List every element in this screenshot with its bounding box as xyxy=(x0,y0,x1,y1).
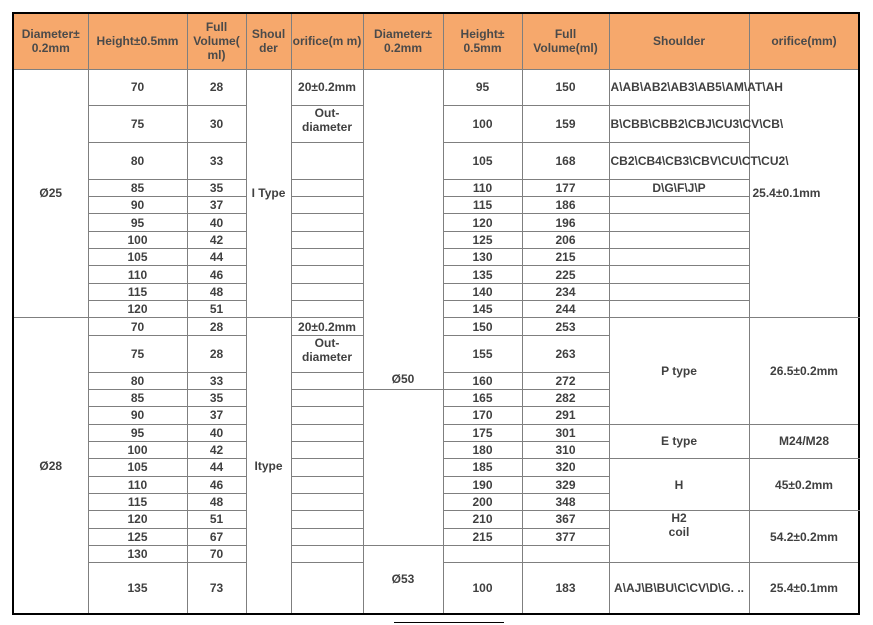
volume-cell-right: 348 xyxy=(522,493,609,510)
volume-cell: 44 xyxy=(187,249,246,266)
shoulder-h2-label: H2 xyxy=(671,511,687,526)
height-cell-right: 165 xyxy=(443,389,522,406)
volume-cell: 70 xyxy=(187,545,246,562)
height-cell: 75 xyxy=(88,106,187,143)
orifice-cell xyxy=(291,424,363,441)
height-cell: 110 xyxy=(88,476,187,493)
volume-cell-right xyxy=(522,545,609,562)
volume-cell: 51 xyxy=(187,511,246,528)
volume-cell: 33 xyxy=(187,142,246,179)
header-shoulder-right: Shoulder xyxy=(609,13,749,69)
volume-cell: 28 xyxy=(187,69,246,106)
volume-cell-right: 206 xyxy=(522,231,609,248)
volume-cell-right: 263 xyxy=(522,335,609,372)
volume-cell-right: 150 xyxy=(522,69,609,106)
shoulder-cell-right: D\G\F\J\P xyxy=(609,179,749,196)
header-height: Height±0.5mm xyxy=(88,13,187,69)
orifice-cell-right: M24/M28 xyxy=(749,424,859,459)
orifice-cell-right: 25.4±0.1mm xyxy=(749,69,859,318)
height-cell: 115 xyxy=(88,493,187,510)
volume-cell-right: 168 xyxy=(522,142,609,179)
height-cell-right: 185 xyxy=(443,459,522,476)
orifice-cell xyxy=(291,372,363,389)
height-cell: 110 xyxy=(88,266,187,283)
header-volume: Full Volume( ml) xyxy=(187,13,246,69)
orifice-cell xyxy=(291,511,363,528)
volume-cell-right: 320 xyxy=(522,459,609,476)
height-cell: 80 xyxy=(88,142,187,179)
height-cell: 90 xyxy=(88,407,187,424)
orifice-cell xyxy=(291,407,363,424)
orifice-cell xyxy=(291,476,363,493)
diameter-cell-50-cont xyxy=(363,389,443,545)
height-cell-right xyxy=(443,545,522,562)
header-volume-right: Full Volume(ml) xyxy=(522,13,609,69)
shoulder-cell-right xyxy=(609,214,749,231)
height-cell: 95 xyxy=(88,424,187,441)
volume-cell: 40 xyxy=(187,424,246,441)
height-cell-right: 180 xyxy=(443,441,522,458)
height-cell: 115 xyxy=(88,283,187,300)
shoulder-cell-right xyxy=(609,266,749,283)
volume-cell-right: 377 xyxy=(522,528,609,545)
height-cell: 95 xyxy=(88,214,187,231)
volume-cell-right: 272 xyxy=(522,372,609,389)
shoulder-cell-right: A\AB\AB2\AB3\AB5\AM\AT\AH xyxy=(609,69,749,106)
header-diameter-right: Diameter± 0.2mm xyxy=(363,13,443,69)
volume-cell-right: 244 xyxy=(522,301,609,318)
orifice-cell xyxy=(291,459,363,476)
volume-cell-right: 183 xyxy=(522,563,609,614)
shoulder-cell-right xyxy=(609,301,749,318)
shoulder-cell-right xyxy=(609,249,749,266)
height-cell-right: 215 xyxy=(443,528,522,545)
orifice-cell xyxy=(291,249,363,266)
volume-cell-right: 282 xyxy=(522,389,609,406)
height-cell-right: 105 xyxy=(443,142,522,179)
volume-cell-right: 196 xyxy=(522,214,609,231)
volume-cell: 44 xyxy=(187,459,246,476)
volume-cell-right: 301 xyxy=(522,424,609,441)
shoulder-cell-25: I Type xyxy=(246,69,291,318)
shoulder-cell-right xyxy=(609,511,749,563)
orifice-cell xyxy=(291,231,363,248)
orifice-cell xyxy=(291,214,363,231)
orifice-cell xyxy=(291,563,363,614)
shoulder-cell-28: Itype xyxy=(246,318,291,614)
specification-table xyxy=(12,12,860,615)
diameter-cell-50: Ø50 xyxy=(363,69,443,389)
volume-cell-right: 329 xyxy=(522,476,609,493)
volume-cell: 51 xyxy=(187,301,246,318)
orifice-cell-right: 25.4±0.1mm xyxy=(749,563,859,614)
orifice-cell xyxy=(291,142,363,179)
footer-rule xyxy=(394,622,504,623)
orifice-cell xyxy=(291,389,363,406)
orifice-cell xyxy=(291,266,363,283)
height-cell-right: 190 xyxy=(443,476,522,493)
height-cell: 70 xyxy=(88,69,187,106)
header-diameter: Diameter± 0.2mm xyxy=(13,13,88,69)
orifice-cell xyxy=(291,179,363,196)
volume-cell: 46 xyxy=(187,266,246,283)
shoulder-cell-right: H xyxy=(609,459,749,511)
height-cell: 120 xyxy=(88,301,187,318)
height-cell-right: 175 xyxy=(443,424,522,441)
height-cell: 135 xyxy=(88,563,187,614)
orifice-cell: Out-diameter xyxy=(291,335,363,372)
height-cell-right: 115 xyxy=(443,197,522,214)
height-cell: 105 xyxy=(88,249,187,266)
shoulder-cell-right xyxy=(609,197,749,214)
header-shoulder: Shoul der xyxy=(246,13,291,69)
height-cell: 75 xyxy=(88,335,187,372)
height-cell: 85 xyxy=(88,179,187,196)
shoulder-cell-right: B\CBB\CBB2\CBJ\CU3\CV\CB\ xyxy=(609,106,749,143)
height-cell-right: 145 xyxy=(443,301,522,318)
height-cell-right: 100 xyxy=(443,563,522,614)
header-orifice: orifice(m m) xyxy=(291,13,363,69)
shoulder-cell-right xyxy=(609,231,749,248)
shoulder-cell-right: A\AJ\B\BU\C\CV\D\G. .. xyxy=(609,563,749,614)
shoulder-cell-right: CB2\CB4\CB3\CBV\CU\CT\CU2\ xyxy=(609,142,749,179)
orifice-cell: Out-diameter xyxy=(291,106,363,143)
orifice-cell xyxy=(291,493,363,510)
table-row xyxy=(13,69,859,106)
volume-cell: 40 xyxy=(187,214,246,231)
height-cell-right: 200 xyxy=(443,493,522,510)
orifice-cell-right: 45±0.2mm xyxy=(749,459,859,511)
orifice-cell: 20±0.2mm xyxy=(291,69,363,106)
volume-cell-right: 253 xyxy=(522,318,609,335)
volume-cell-right: 225 xyxy=(522,266,609,283)
height-cell-right: 150 xyxy=(443,318,522,335)
height-cell-right: 160 xyxy=(443,372,522,389)
shoulder-coil-label: coil xyxy=(668,525,690,540)
orifice-cell xyxy=(291,283,363,300)
height-cell-right: 140 xyxy=(443,283,522,300)
volume-cell: 33 xyxy=(187,372,246,389)
orifice-cell: 20±0.2mm xyxy=(291,318,363,335)
volume-cell: 28 xyxy=(187,318,246,335)
height-cell-right: 170 xyxy=(443,407,522,424)
height-cell: 90 xyxy=(88,197,187,214)
volume-cell-right: 310 xyxy=(522,441,609,458)
height-cell: 120 xyxy=(88,511,187,528)
orifice-cell xyxy=(291,441,363,458)
orifice-cell xyxy=(291,301,363,318)
volume-cell-right: 234 xyxy=(522,283,609,300)
orifice-cell xyxy=(291,545,363,562)
diameter-cell-25: Ø25 xyxy=(13,69,88,318)
header-orifice-right: orifice(mm) xyxy=(749,13,859,69)
shoulder-cell-right: P type xyxy=(609,318,749,424)
diameter-cell-28: Ø28 xyxy=(13,318,88,614)
height-cell-right: 110 xyxy=(443,179,522,196)
volume-cell-right: 186 xyxy=(522,197,609,214)
height-cell-right: 125 xyxy=(443,231,522,248)
height-cell: 125 xyxy=(88,528,187,545)
height-cell-right: 155 xyxy=(443,335,522,372)
volume-cell: 67 xyxy=(187,528,246,545)
height-cell-right: 95 xyxy=(443,69,522,106)
height-cell: 130 xyxy=(88,545,187,562)
height-cell-right: 130 xyxy=(443,249,522,266)
height-cell-right: 100 xyxy=(443,106,522,143)
height-cell-right: 135 xyxy=(443,266,522,283)
volume-cell-right: 177 xyxy=(522,179,609,196)
orifice-cell-right: 54.2±0.2mm xyxy=(749,511,859,563)
diameter-cell-53: Ø53 xyxy=(363,545,443,614)
volume-cell-right: 291 xyxy=(522,407,609,424)
orifice-cell xyxy=(291,197,363,214)
height-cell: 70 xyxy=(88,318,187,335)
orifice-cell-right: 26.5±0.2mm xyxy=(749,318,859,424)
height-cell-right: 210 xyxy=(443,511,522,528)
volume-cell: 48 xyxy=(187,283,246,300)
volume-cell: 48 xyxy=(187,493,246,510)
shoulder-cell-right xyxy=(609,283,749,300)
volume-cell: 37 xyxy=(187,197,246,214)
volume-cell-right: 159 xyxy=(522,106,609,143)
header-row xyxy=(13,13,859,69)
volume-cell-right: 215 xyxy=(522,249,609,266)
volume-cell: 42 xyxy=(187,231,246,248)
volume-cell: 73 xyxy=(187,563,246,614)
volume-cell: 30 xyxy=(187,106,246,143)
volume-cell: 28 xyxy=(187,335,246,372)
height-cell: 100 xyxy=(88,441,187,458)
shoulder-cell-right: E type xyxy=(609,424,749,459)
volume-cell: 35 xyxy=(187,179,246,196)
height-cell: 100 xyxy=(88,231,187,248)
height-cell-right: 120 xyxy=(443,214,522,231)
height-cell: 105 xyxy=(88,459,187,476)
volume-cell: 42 xyxy=(187,441,246,458)
volume-cell: 35 xyxy=(187,389,246,406)
height-cell: 80 xyxy=(88,372,187,389)
volume-cell: 46 xyxy=(187,476,246,493)
orifice-cell xyxy=(291,528,363,545)
height-cell: 85 xyxy=(88,389,187,406)
volume-cell: 37 xyxy=(187,407,246,424)
volume-cell-right: 367 xyxy=(522,511,609,528)
header-height-right: Height± 0.5mm xyxy=(443,13,522,69)
